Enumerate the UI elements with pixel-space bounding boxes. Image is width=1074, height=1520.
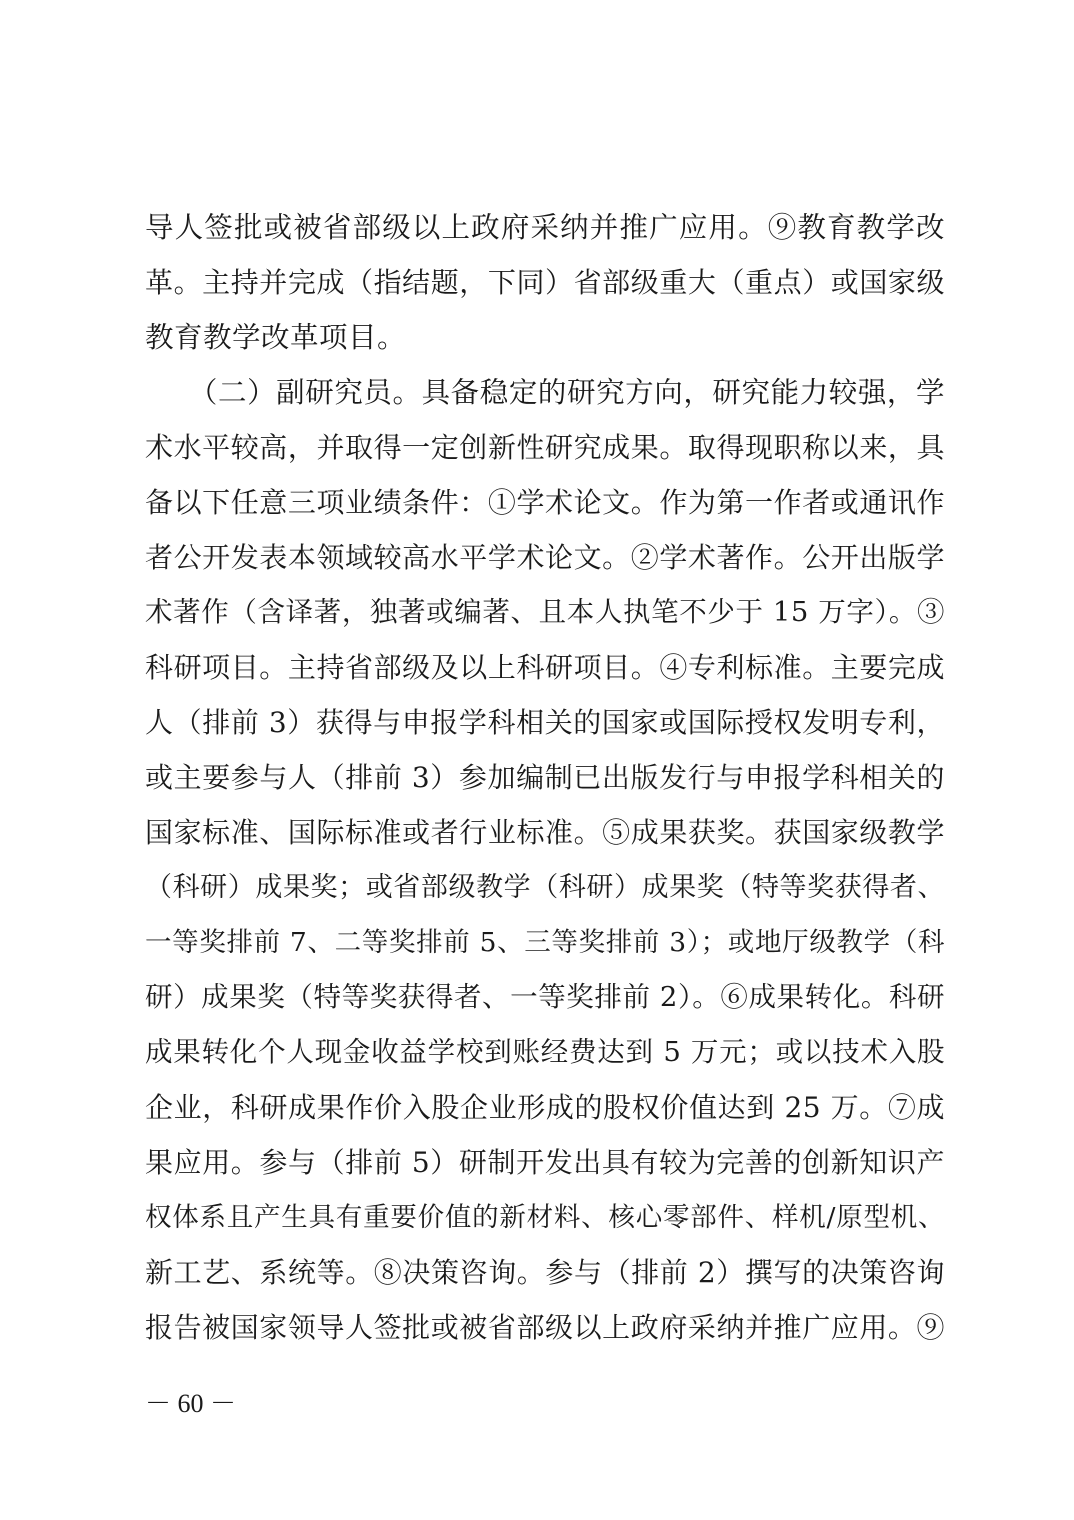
text-line: 教育教学改革项目。 [145, 321, 407, 354]
text-line: 企业，科研成果作价入股企业形成的股权价值达到 25 万。⑦成 [145, 1091, 945, 1124]
text-line: 成果转化个人现金收益学校到账经费达到 5 万元；或以技术入股 [145, 1036, 945, 1068]
text-line: 或主要参与人（排前 3）参加编制已出版发行与申报学科相关的 [145, 761, 945, 794]
text-line: 者公开发表本领域较高水平学术论文。②学术著作。公开出版学 [145, 541, 945, 574]
text-line: 报告被国家领导人签批或被省部级以上政府采纳并推广应用。⑨ [145, 1311, 945, 1344]
text-line: 革。主持并完成（指结题，下同）省部级重大（重点）或国家级 [145, 266, 945, 299]
text-line: 术著作（含译著，独著或编著、且本人执笔不少于 15 万字）。③ [145, 596, 945, 628]
text-line: 果应用。参与（排前 5）研制开发出具有较为完善的创新知识产 [145, 1146, 945, 1179]
page-number: － 60 － [145, 1389, 237, 1418]
text-line: 备以下任意三项业绩条件：①学术论文。作为第一作者或通讯作 [145, 486, 945, 519]
text-line: （科研）成果奖；或省部级教学（科研）成果奖（特等奖获得者、 [145, 872, 945, 903]
text-line: 科研项目。主持省部级及以上科研项目。④专利标准。主要完成 [145, 651, 945, 684]
text-line: （二）副研究员。具备稳定的研究方向，研究能力较强，学 [145, 376, 945, 409]
text-line: 权体系且产生具有重要价值的新材料、核心零部件、样机/原型机、 [145, 1202, 945, 1233]
text-line: 人（排前 3）获得与申报学科相关的国家或国际授权发明专利， [145, 706, 945, 739]
text-line: 一等奖排前 7、二等奖排前 5、三等奖排前 3）；或地厅级教学（科 [145, 927, 945, 958]
text-line: 新工艺、系统等。⑧决策咨询。参与（排前 2）撰写的决策咨询 [145, 1256, 945, 1289]
text-line: 研）成果奖（特等奖获得者、一等奖排前 2）。⑥成果转化。科研 [145, 981, 945, 1013]
text-line: 国家标准、国际标准或者行业标准。⑤成果获奖。获国家级教学 [145, 816, 945, 849]
body-text [145, 200, 945, 1355]
text-line: 术水平较高，并取得一定创新性研究成果。取得现职称以来，具 [145, 431, 945, 464]
text-line: 导人签批或被省部级以上政府采纳并推广应用。⑨教育教学改 [145, 211, 945, 244]
